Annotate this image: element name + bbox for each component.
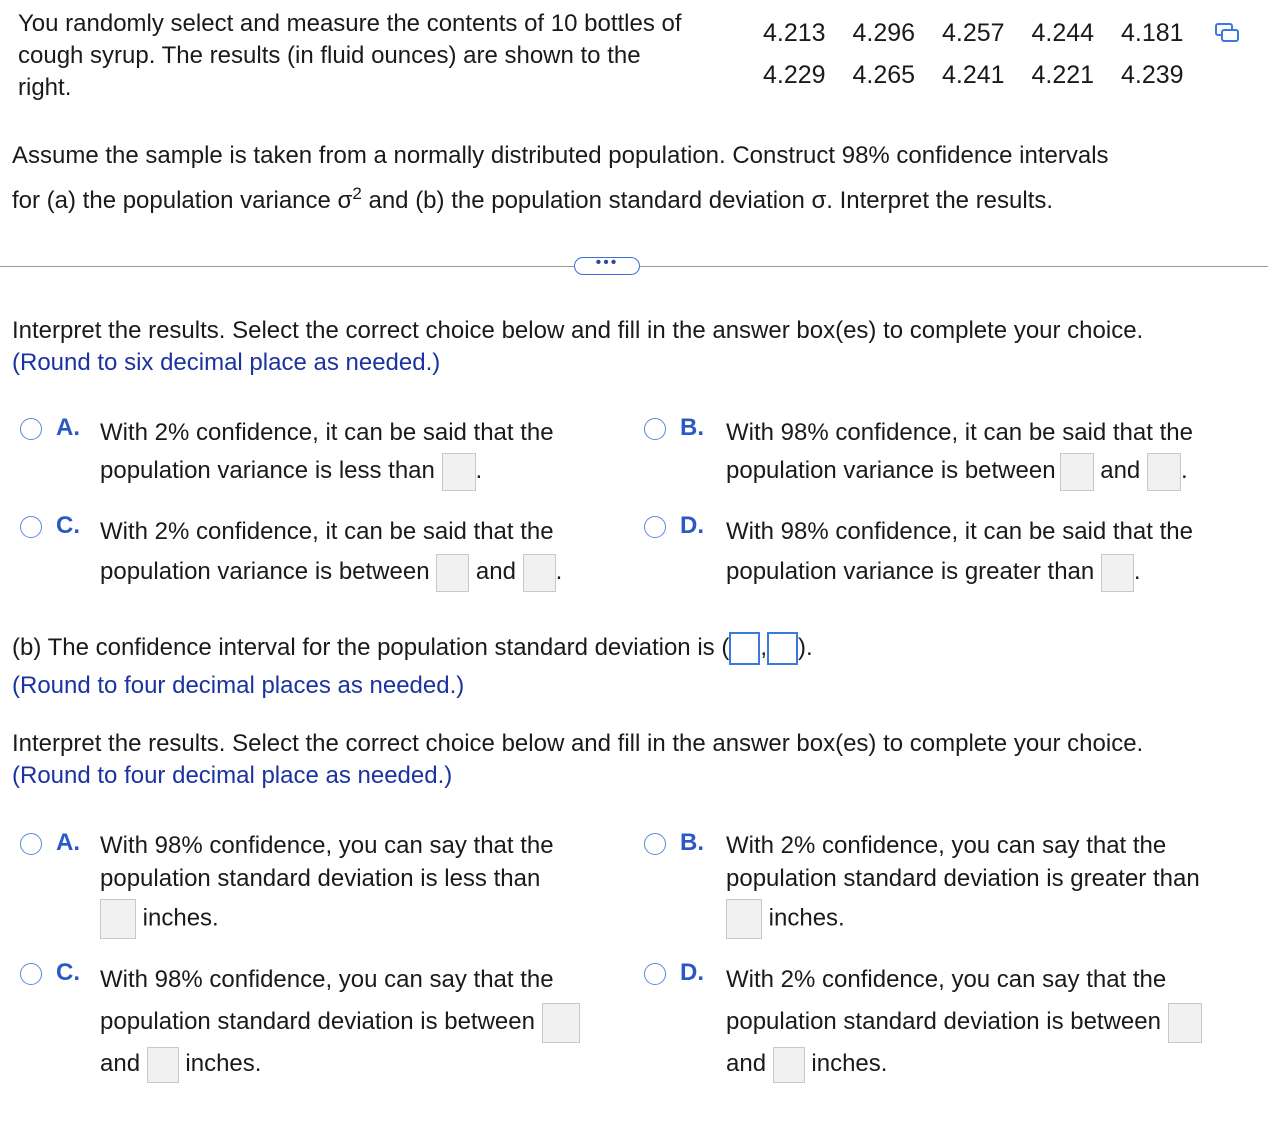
answer-box[interactable]	[1168, 1003, 1202, 1043]
answer-box[interactable]	[773, 1047, 805, 1083]
radio-c-stddev[interactable]	[20, 963, 42, 985]
choice-b-stddev: With 2% confidence, you can say that the population standard deviation is greater than inches.	[726, 829, 1200, 939]
problem-intro	[18, 8, 682, 104]
data-values-table	[763, 12, 1211, 96]
answer-box[interactable]	[523, 554, 556, 592]
answer-box[interactable]	[147, 1047, 179, 1083]
choice-c-variance: With 2% confidence, it can be said that the population variance is between and .	[100, 512, 562, 592]
instruction-text: Interpret the results. Select the correct choice below and fill in the answer box(es) to complete your choice.	[12, 317, 1144, 344]
std-dev-upper-input[interactable]	[767, 632, 798, 665]
answer-box[interactable]	[1101, 554, 1134, 592]
data-row-1	[763, 12, 1211, 54]
choice-letter: C.	[56, 512, 80, 539]
round-note: (Round to six decimal place as needed.)	[12, 349, 441, 376]
std-dev-lower-input[interactable]	[729, 632, 760, 665]
more-ellipsis-button[interactable]: •••	[574, 257, 640, 275]
data-value: 4.229	[763, 60, 826, 89]
data-value: 4.244	[1031, 18, 1095, 47]
data-value: 4.241	[942, 60, 1005, 89]
superscript-2: 2	[352, 184, 362, 203]
data-value: 4.296	[852, 18, 916, 47]
choice-letter: A.	[56, 829, 80, 856]
choice-letter: A.	[56, 414, 80, 441]
intro-line-1: You randomly select and measure the contents of 10 bottles of	[18, 10, 682, 37]
radio-b-stddev[interactable]	[644, 833, 666, 855]
data-value: 4.213	[763, 18, 826, 47]
assume-line-1: Assume the sample is taken from a normally distributed population. Construct 98% confidence intervals	[12, 142, 1109, 169]
data-value: 4.239	[1121, 60, 1184, 89]
choice-letter: B.	[680, 414, 704, 441]
intro-line-3: right.	[18, 74, 72, 101]
radio-b-variance[interactable]	[644, 418, 666, 440]
choice-d-variance: With 98% confidence, it can be said that the population variance is greater than .	[726, 512, 1193, 592]
choice-a-stddev: With 98% confidence, you can say that the population standard deviation is less than inches.	[100, 829, 554, 939]
radio-d-variance[interactable]	[644, 516, 666, 538]
choice-letter: D.	[680, 959, 704, 986]
answer-box[interactable]	[1060, 453, 1094, 491]
answer-box[interactable]	[100, 899, 136, 939]
answer-box[interactable]	[442, 453, 476, 491]
answer-box[interactable]	[1147, 453, 1181, 491]
assume-line-2: for (a) the population variance $\sigma^2$ and (b) the population standard deviation σ. Interpret the results.	[12, 184, 1054, 214]
radio-d-stddev[interactable]	[644, 963, 666, 985]
part-b-question: (b) The confidence interval for the population standard deviation is ( , ).	[12, 630, 813, 666]
radio-a-stddev[interactable]	[20, 833, 42, 855]
data-row-2	[763, 54, 1211, 96]
problem-assumption	[12, 137, 1109, 220]
answer-box[interactable]	[726, 899, 762, 939]
choice-b-variance: With 98% confidence, it can be said that the population variance is between and .	[726, 414, 1193, 491]
copy-icon[interactable]	[1214, 21, 1240, 43]
data-value: 4.257	[942, 18, 1005, 47]
choice-c-stddev: With 98% confidence, you can say that the population standard deviation is between and inches.	[100, 959, 580, 1085]
choice-letter: D.	[680, 512, 704, 539]
choice-letter: C.	[56, 959, 80, 986]
data-value: 4.181	[1121, 18, 1184, 47]
part-b-round-note: (Round to four decimal places as needed.)	[12, 672, 465, 699]
part-a-instructions	[12, 315, 1143, 379]
answer-box[interactable]	[542, 1003, 580, 1043]
choice-a-variance: With 2% confidence, it can be said that the population variance is less than .	[100, 414, 554, 491]
choice-d-stddev: With 2% confidence, you can say that the population standard deviation is between and inches.	[726, 959, 1202, 1085]
answer-box[interactable]	[436, 554, 469, 592]
choice-letter: B.	[680, 829, 704, 856]
data-value: 4.221	[1031, 60, 1095, 89]
radio-a-variance[interactable]	[20, 418, 42, 440]
radio-c-variance[interactable]	[20, 516, 42, 538]
instruction-text: Interpret the results. Select the correct choice below and fill in the answer box(es) to complete your choice.	[12, 730, 1144, 757]
data-value: 4.265	[852, 60, 916, 89]
part-b-instructions	[12, 728, 1143, 792]
intro-line-2: cough syrup. The results (in fluid ounces) are shown to the	[18, 42, 641, 69]
round-note: (Round to four decimal place as needed.)	[12, 762, 453, 789]
